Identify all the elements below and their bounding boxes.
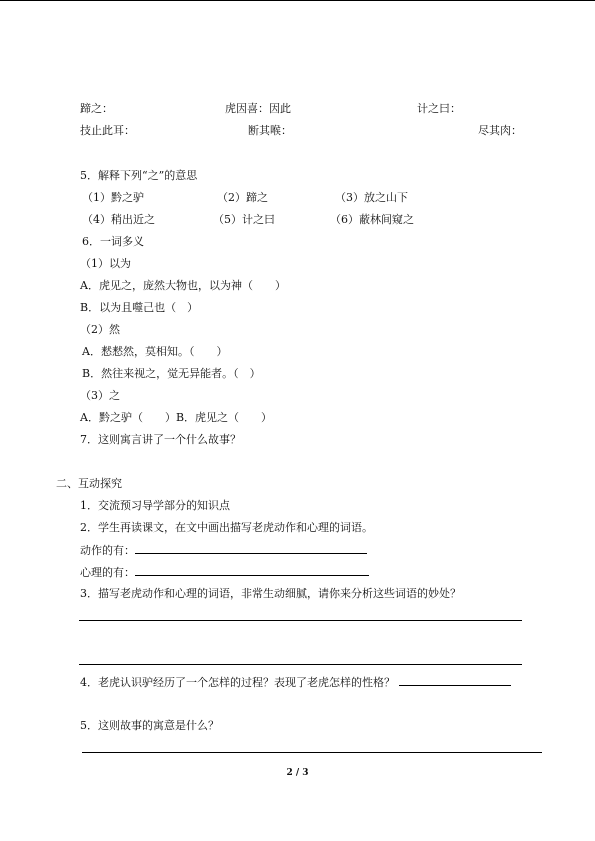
q6-title: 6．一词多义 bbox=[82, 235, 144, 248]
section2-item-4: 4．老虎认识驴经历了一个怎样的过程？表现了老虎怎样的性格？ bbox=[80, 676, 395, 689]
mind-answer-blank[interactable] bbox=[135, 566, 369, 576]
q6-part2: （2）然 bbox=[80, 323, 120, 336]
section2-item-3: 3．描写老虎动作和心理的词语，非常生动细腻，请你来分析这些词语的妙处？ bbox=[80, 587, 461, 600]
section2-item-5: 5．这则故事的寓意是什么？ bbox=[80, 719, 219, 732]
mind-label: 心理的有： bbox=[80, 566, 135, 579]
action-row bbox=[80, 544, 367, 556]
row1-item-1: 蹄之： bbox=[80, 102, 113, 115]
action-label: 动作的有： bbox=[80, 544, 135, 557]
q5-answer-line[interactable] bbox=[82, 752, 542, 753]
q7-question: 7．这则寓言讲了一个什么故事？ bbox=[80, 433, 241, 446]
q3-answer-line-1[interactable] bbox=[79, 620, 522, 621]
action-answer-blank[interactable] bbox=[135, 544, 367, 554]
q5-title: 5．解释下列“之”的意思 bbox=[80, 169, 198, 182]
q3-answer-line-2[interactable] bbox=[79, 664, 522, 665]
q5-item: （3）放之山下 bbox=[335, 191, 408, 204]
q5-item: （2）蹄之 bbox=[217, 191, 268, 204]
q6-part3: （3）之 bbox=[80, 389, 120, 402]
page-top-border bbox=[0, 0, 595, 1]
section2-item-2: 2．学生再读课文，在文中画出描写老虎动作和心理的词语。 bbox=[80, 521, 373, 534]
row2-item-2: 断其喉： bbox=[248, 124, 292, 137]
row1-item-2: 虎因喜：因此 bbox=[225, 102, 291, 115]
row1-item-3: 计之曰： bbox=[417, 102, 461, 115]
q6-part2-a: A．慭慭然，莫相知。（ ） bbox=[82, 345, 228, 358]
q6-part1-b: B．以为且噬己也（ ） bbox=[80, 301, 199, 314]
q6-part1-a: A．虎见之，庞然大物也，以为神（ ） bbox=[80, 279, 286, 292]
row2-item-1: 技止此耳： bbox=[80, 124, 135, 137]
q6-part2-b: B．然往来视之，觉无异能者。（ ） bbox=[82, 367, 261, 380]
q5-item: （1）黔之驴 bbox=[82, 191, 144, 204]
row2-item-3: 尽其肉： bbox=[478, 124, 522, 137]
page-number: 2 / 3 bbox=[286, 768, 309, 778]
q5-item: （5）计之曰 bbox=[213, 213, 275, 226]
q4-row bbox=[80, 676, 511, 688]
q6-part1: （1）以为 bbox=[80, 257, 131, 270]
q5-item: （6）蔽林间窥之 bbox=[330, 213, 414, 226]
section2-item-1: 1．交流预习导学部分的知识点 bbox=[80, 499, 230, 512]
q4-answer-blank[interactable] bbox=[399, 676, 511, 686]
mind-row bbox=[80, 566, 369, 578]
q5-item: （4）稍出近之 bbox=[82, 213, 155, 226]
section2-heading: 二、互动探究 bbox=[56, 477, 122, 490]
q6-part3-ab: A．黔之驴（ ）B．虎见之（ ） bbox=[80, 411, 273, 424]
